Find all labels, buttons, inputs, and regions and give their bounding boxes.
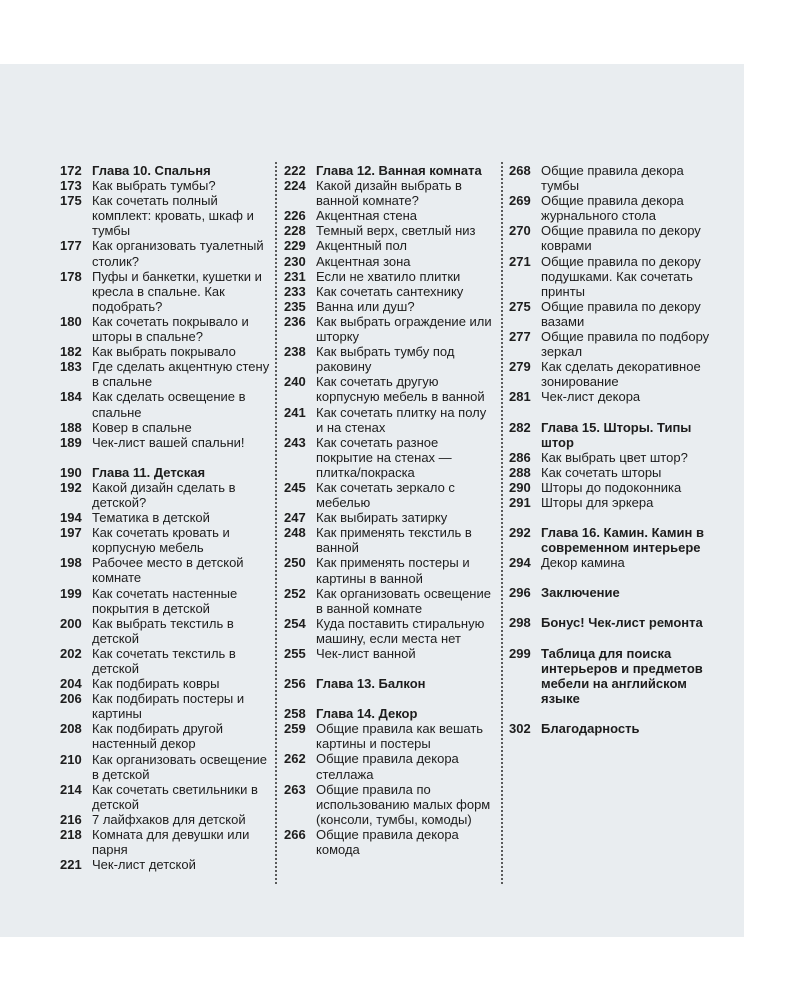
page-number: 298 — [509, 615, 531, 631]
page-number: 299 — [509, 645, 531, 661]
entry-title: Как подбирать ковры — [92, 676, 220, 692]
entry-title: Акцентный пол — [316, 238, 407, 254]
toc-entry[interactable] — [60, 480, 270, 510]
entry-title: Как выбрать тумбы? — [92, 178, 216, 194]
toc-heading[interactable] — [60, 163, 270, 178]
page-number: 277 — [509, 329, 531, 345]
toc-entry[interactable] — [509, 495, 719, 510]
entry-title: Какой дизайн сделать в детской? — [92, 479, 236, 510]
toc-entry[interactable] — [509, 329, 719, 359]
page-number: 263 — [284, 781, 306, 797]
entry-title: Общие правила декора журнального стола — [541, 193, 684, 224]
page-number: 190 — [60, 464, 82, 480]
page-number: 233 — [284, 283, 306, 299]
entry-title: Ковер в спальне — [92, 419, 192, 435]
toc-entry[interactable] — [284, 555, 496, 585]
entry-title: Таблица для поиска интерьеров и предметов мебели на английском языке — [541, 645, 703, 706]
toc-entry[interactable] — [60, 616, 270, 646]
page-number: 275 — [509, 298, 531, 314]
page-number: 248 — [284, 525, 306, 541]
entry-title: Как сочетать текстиль в детской — [92, 645, 236, 676]
page-number: 247 — [284, 510, 306, 526]
toc-entry[interactable] — [284, 223, 496, 238]
page-number: 197 — [60, 525, 82, 541]
page-number: 202 — [60, 645, 82, 661]
toc-column-3 — [509, 163, 719, 736]
entry-title: Как применять постеры и картины в ванной — [316, 555, 470, 586]
entry-title: Как сочетать кровать и корпусную мебель — [92, 525, 230, 556]
entry-title: Рабочее место в детской комнате — [92, 555, 244, 586]
toc-entry[interactable] — [284, 435, 496, 480]
toc-entry[interactable] — [60, 646, 270, 676]
page-number: 210 — [60, 751, 82, 767]
page-number: 235 — [284, 298, 306, 314]
entry-title: Как организовать освещение в детской — [92, 751, 267, 782]
entry-title: Как выбрать ограждение или шторку — [316, 313, 492, 345]
entry-title: Общие правила по декору подушками. Как сочетать принты — [541, 253, 701, 299]
page-number: 259 — [284, 721, 306, 737]
entry-title: Как выбрать текстиль в детской — [92, 615, 234, 646]
entry-title: Глава 15. Шторы. Типы штор — [541, 419, 692, 450]
entry-title: Как подбирать постеры и картины — [92, 691, 245, 722]
page-number: 177 — [60, 238, 82, 254]
entry-title: Как сочетать настенные покрытия в детской — [92, 585, 238, 616]
toc-entry[interactable] — [60, 782, 270, 812]
toc-entry[interactable] — [509, 163, 719, 193]
toc-entry[interactable] — [509, 480, 719, 495]
entry-title: Общие правила декора стеллажа — [316, 751, 459, 782]
toc-heading[interactable] — [284, 163, 496, 178]
page-number: 270 — [509, 223, 531, 239]
entry-title: Чек-лист ванной — [316, 646, 416, 661]
toc-entry[interactable] — [284, 721, 496, 751]
page-number: 286 — [509, 449, 531, 465]
toc-entry[interactable] — [284, 254, 496, 269]
toc-entry[interactable] — [509, 359, 719, 389]
toc-entry[interactable] — [60, 827, 270, 857]
page-number: 256 — [284, 676, 306, 692]
page-number: 222 — [284, 163, 306, 178]
toc-entry[interactable] — [60, 389, 270, 419]
page-number: 208 — [60, 721, 82, 737]
page-number: 241 — [284, 404, 306, 420]
toc-column-2 — [284, 163, 496, 857]
page-number: 216 — [60, 811, 82, 827]
toc-entry[interactable] — [60, 238, 270, 268]
toc-entry[interactable] — [509, 450, 719, 465]
column-divider — [275, 162, 277, 884]
entry-title: Шторы до подоконника — [541, 479, 682, 495]
toc-heading[interactable] — [509, 721, 719, 736]
toc-entry[interactable] — [284, 586, 496, 616]
page-number: 221 — [60, 857, 82, 873]
page-number: 173 — [60, 178, 82, 194]
entry-title: Акцентная стена — [316, 208, 418, 224]
toc-column-1 — [60, 163, 270, 872]
page-number: 268 — [509, 163, 531, 178]
page-number: 230 — [284, 253, 306, 269]
toc-heading[interactable] — [284, 706, 496, 721]
entry-title: Если не хватило плитки — [316, 268, 461, 284]
entry-title: Тематика в детской — [92, 510, 210, 526]
entry-title: Комната для девушки или парня — [92, 827, 250, 858]
page-number: 194 — [60, 510, 82, 526]
toc-entry[interactable] — [284, 525, 496, 555]
page-number: 184 — [60, 389, 82, 405]
toc-entry[interactable] — [284, 269, 496, 284]
entry-title: Общие правила по декору вазами — [541, 298, 701, 329]
column-divider — [501, 162, 503, 884]
page-number: 229 — [284, 238, 306, 254]
toc-entry[interactable] — [60, 721, 270, 751]
page-number: 279 — [509, 359, 531, 375]
toc-entry[interactable] — [60, 857, 270, 872]
entry-title: Чек-лист детской — [92, 857, 196, 873]
toc-entry[interactable] — [284, 751, 496, 781]
page-number: 266 — [284, 826, 306, 842]
entry-title: Темный верх, светлый низ — [316, 223, 476, 239]
page-number: 200 — [60, 615, 82, 631]
entry-title: Как применять текстиль в ванной — [316, 525, 472, 556]
toc-entry[interactable] — [60, 752, 270, 782]
page-number: 245 — [284, 479, 306, 495]
entry-title: Глава 16. Камин. Камин в современном интерьере — [541, 525, 704, 556]
toc-entry[interactable] — [509, 465, 719, 480]
entry-title: Общие правила по использованию малых форм (консоли, тумбы, комоды) — [316, 781, 491, 827]
entry-title: Как сочетать другую корпусную мебель в ванной — [316, 374, 485, 405]
toc-heading[interactable] — [509, 525, 719, 555]
toc-entry[interactable] — [284, 616, 496, 646]
toc-entry[interactable] — [60, 586, 270, 616]
toc-heading[interactable] — [509, 615, 719, 630]
entry-title: Глава 10. Спальня — [92, 163, 211, 178]
entry-title: Где сделать акцентную стену в спальне — [92, 359, 270, 390]
page-number: 188 — [60, 419, 82, 435]
toc-entry[interactable] — [284, 299, 496, 314]
toc-entry[interactable] — [284, 178, 496, 208]
entry-title: Как сочетать сантехнику — [316, 283, 464, 299]
entry-title: Глава 14. Декор — [316, 706, 418, 722]
entry-title: Как сочетать разное покрытие на стенах — плитка/покраска — [316, 434, 452, 480]
entry-title: Как выбрать тумбу под раковину — [316, 344, 455, 375]
entry-title: Глава 11. Детская — [92, 464, 206, 480]
page-number: 269 — [509, 193, 531, 209]
toc-entry[interactable] — [284, 284, 496, 299]
page-number: 243 — [284, 434, 306, 450]
toc-entry[interactable] — [284, 646, 496, 661]
page-number: 236 — [284, 313, 306, 329]
toc-heading[interactable] — [509, 420, 719, 450]
page-number: 282 — [509, 419, 531, 435]
page-number: 226 — [284, 208, 306, 224]
page-number: 175 — [60, 193, 82, 209]
toc-entry[interactable] — [60, 314, 270, 344]
toc-entry[interactable] — [60, 269, 270, 314]
entry-title: Как сочетать покрывало и шторы в спальне? — [92, 313, 249, 345]
entry-title: Как выбирать затирку — [316, 510, 448, 526]
page-number: 182 — [60, 344, 82, 360]
toc-heading[interactable] — [284, 676, 496, 691]
page-number: 296 — [509, 585, 531, 601]
toc-entry[interactable] — [60, 193, 270, 238]
toc-entry[interactable] — [509, 254, 719, 299]
page-number: 231 — [284, 268, 306, 284]
entry-title: Благодарность — [541, 720, 640, 736]
entry-title: Куда поставить стиральную машину, если места нет — [316, 615, 485, 646]
entry-title: Акцентная зона — [316, 253, 411, 269]
page-number: 252 — [284, 585, 306, 601]
page-number: 255 — [284, 646, 306, 661]
page-number: 206 — [60, 691, 82, 707]
page-number: 172 — [60, 163, 82, 178]
toc-entry[interactable] — [284, 344, 496, 374]
toc-entry[interactable] — [509, 223, 719, 253]
entry-title: Как выбрать покрывало — [92, 344, 236, 360]
page-number: 183 — [60, 359, 82, 375]
page-number: 199 — [60, 585, 82, 601]
toc-entry[interactable] — [60, 510, 270, 525]
toc-entry[interactable] — [60, 555, 270, 585]
toc-entry[interactable] — [284, 782, 496, 827]
toc-entry[interactable] — [284, 510, 496, 525]
entry-title: Как сочетать светильники в детской — [92, 781, 258, 812]
page-number: 189 — [60, 434, 82, 450]
entry-title: Общие правила декора комода — [316, 826, 459, 858]
entry-title: Общие правила по декору коврами — [541, 223, 701, 254]
page-number: 240 — [284, 374, 306, 390]
toc-entry[interactable] — [509, 193, 719, 223]
entry-title: Как выбрать цвет штор? — [541, 449, 688, 465]
page-number: 294 — [509, 555, 531, 571]
entry-title: Как организовать туалетный столик? — [92, 238, 264, 269]
entry-title: Как сделать декоративное зонирование — [541, 359, 701, 390]
toc-entry[interactable] — [60, 812, 270, 827]
toc-entry[interactable] — [509, 555, 719, 570]
page-number: 214 — [60, 781, 82, 797]
entry-title: Глава 12. Ванная комната — [316, 163, 482, 178]
entry-title: Шторы для эркера — [541, 494, 654, 510]
page-number: 271 — [509, 253, 531, 269]
page-number: 204 — [60, 676, 82, 692]
page-number: 192 — [60, 479, 82, 495]
toc-entry[interactable] — [60, 359, 270, 389]
toc-entry[interactable] — [284, 827, 496, 857]
toc-entry[interactable] — [509, 299, 719, 329]
page-number: 228 — [284, 223, 306, 239]
entry-title: Как сочетать плитку на полу и на стенах — [316, 404, 487, 435]
entry-title: Заключение — [541, 585, 620, 601]
toc-entry[interactable] — [60, 691, 270, 721]
toc-heading[interactable] — [509, 646, 719, 706]
entry-title: 7 лайфхаков для детской — [92, 811, 246, 827]
page-number: 302 — [509, 720, 531, 736]
toc-heading[interactable] — [60, 465, 270, 480]
entry-title: Пуфы и банкетки, кушетки и кресла в спальне. Как подобрать? — [92, 268, 262, 314]
entry-title: Как организовать освещение в ванной комнате — [316, 585, 491, 616]
page-number: 281 — [509, 389, 531, 405]
entry-title: Как сочетать шторы — [541, 464, 662, 480]
page-number: 224 — [284, 178, 306, 194]
toc-entry[interactable] — [284, 208, 496, 223]
page-number: 291 — [509, 494, 531, 510]
page-number: 258 — [284, 706, 306, 722]
page-number: 288 — [509, 464, 531, 480]
toc-entry[interactable] — [284, 374, 496, 404]
toc-entry[interactable] — [284, 405, 496, 435]
toc-entry[interactable] — [284, 238, 496, 253]
entry-title: Как сделать освещение в спальне — [92, 389, 246, 420]
entry-title: Какой дизайн выбрать в ванной комнате? — [316, 178, 462, 209]
entry-title: Декор камина — [541, 555, 625, 571]
page-number: 238 — [284, 344, 306, 360]
toc-entry[interactable] — [509, 389, 719, 404]
page-number: 218 — [60, 827, 82, 843]
page-number: 292 — [509, 525, 531, 541]
page-number: 178 — [60, 268, 82, 284]
entry-title: Глава 13. Балкон — [316, 676, 426, 692]
entry-title: Ванна или душ? — [316, 298, 415, 314]
entry-title: Как сочетать полный комплект: кровать, шкаф и тумбы — [92, 193, 254, 239]
toc-entry[interactable] — [60, 344, 270, 359]
entry-title: Как сочетать зеркало с мебелью — [316, 479, 455, 511]
page-number: 198 — [60, 555, 82, 571]
toc-entry[interactable] — [60, 525, 270, 555]
page-number: 180 — [60, 313, 82, 329]
toc-heading[interactable] — [509, 585, 719, 600]
toc-entry[interactable] — [60, 435, 270, 450]
entry-title: Общие правила декора тумбы — [541, 163, 684, 194]
entry-title: Общие правила как вешать картины и постеры — [316, 721, 484, 752]
toc-entry[interactable] — [284, 480, 496, 510]
toc-entry[interactable] — [60, 676, 270, 691]
entry-title: Бонус! Чек-лист ремонта — [541, 615, 703, 631]
toc-entry[interactable] — [60, 178, 270, 193]
page-number: 262 — [284, 751, 306, 767]
entry-title: Чек-лист вашей спальни! — [92, 434, 245, 450]
entry-title: Как подбирать другой настенный декор — [92, 721, 224, 752]
page-number: 250 — [284, 555, 306, 571]
entry-title: Чек-лист декора — [541, 389, 641, 405]
toc-entry[interactable] — [284, 314, 496, 344]
entry-title: Общие правила по подбору зеркал — [541, 329, 710, 360]
page-number: 290 — [509, 479, 531, 495]
toc-entry[interactable] — [60, 420, 270, 435]
page-number: 254 — [284, 615, 306, 631]
